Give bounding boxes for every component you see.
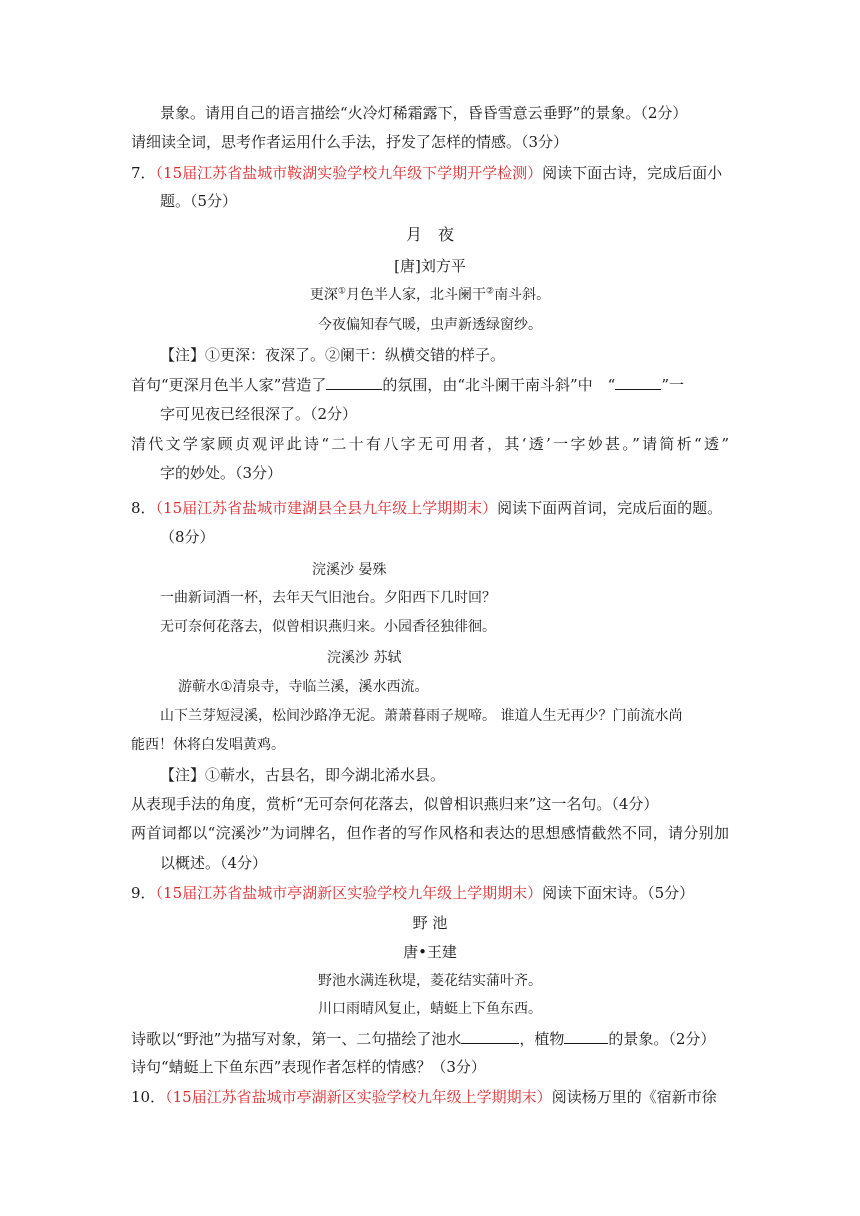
footnote-marker: ② xyxy=(486,286,495,297)
question-source: （15届江苏省盐城市亭湖新区实验学校九年级上学期期末） xyxy=(165,1088,552,1106)
question-source: （15届江苏省盐城市鞍湖实验学校九年级下学期开学检测） xyxy=(155,164,543,182)
poem-line: 山下兰芽短浸溪，松间沙路净无泥。萧萧暮雨子规啼。 谁道人生无再少？门前流水尚 xyxy=(160,708,683,724)
question-prompt: 阅读下面宋诗。（5分） xyxy=(542,884,695,902)
poem-line: 今夜偏知春气暖，虫声新透绿窗纱。 xyxy=(318,317,542,333)
question-7-sub2: 清代文学家顾贞观评此诗“二十有八字无可用者，其‘透’一字妙甚。”请简析“透” xyxy=(131,435,729,453)
answer-blank[interactable] xyxy=(564,1029,608,1044)
answer-blank[interactable] xyxy=(615,375,661,390)
question-source: （15届江苏省盐城市建湖县全县九年级上学期期末） xyxy=(155,499,498,517)
question-8-sub2-cont: 以概述。（4分） xyxy=(160,854,268,872)
question-7-sub2-cont: 字的妙处。（3分） xyxy=(160,464,283,482)
question-source: （15届江苏省盐城市亭湖新区实验学校九年级上学期期末） xyxy=(155,884,543,902)
question-10-header xyxy=(131,1087,717,1107)
question-9-sub2: 诗句“蜻蜓上下鱼东西”表现作者怎样的情感？（3分） xyxy=(131,1058,486,1076)
question-8-header xyxy=(131,498,722,518)
poem-author: [唐]刘方平 xyxy=(394,257,466,275)
question-7-header xyxy=(131,163,722,183)
poem-line: 川口雨晴风复止，蜻蜓上下鱼东西。 xyxy=(318,1001,542,1017)
question-7-sub1-cont: 字可见夜已经很深了。（2分） xyxy=(160,405,358,423)
question-8-sub1: 从表现手法的角度，赏析“无可奈何花落去，似曾相识燕归来”这一名句。（4分） xyxy=(131,795,659,813)
question-number: 7． xyxy=(131,164,156,182)
poem-title: 浣溪沙 晏殊 xyxy=(312,562,387,578)
question-prompt: 阅读下面两首词，完成后面的题。 xyxy=(497,499,723,517)
question-number: 10． xyxy=(131,1088,166,1106)
question-9-header xyxy=(131,883,694,903)
question-8-header-cont: （8分） xyxy=(160,528,215,546)
poem-line: 能西！休将白发唱黄鸡。 xyxy=(131,737,285,753)
question-prompt: 阅读下面古诗，完成后面小 xyxy=(542,164,723,182)
poem-note: 【注】①蕲水，古县名，即今湖北浠水县。 xyxy=(160,766,446,784)
poem-line: 一曲新词酒一杯，去年天气旧池台。夕阳西下几时回？ xyxy=(160,590,496,606)
question-9-sub1: 诗歌以“野池”为描写对象，第一、二句描绘了池水 ，植物 的景象。（2分） xyxy=(131,1030,716,1048)
footnote-marker: ① xyxy=(337,286,346,297)
poem-author: 唐•王建 xyxy=(403,943,457,961)
poem-preface: 游蕲水①清泉寺，寺临兰溪，溪水西流。 xyxy=(178,679,429,695)
question-7-sub1: 首句“更深月色半人家”营造了 的氛围，由“北斗阑干南斗斜”中 “ ”一 xyxy=(131,376,685,394)
poem-title: 野 池 xyxy=(412,914,448,932)
answer-blank[interactable] xyxy=(461,1029,519,1044)
question-number: 8． xyxy=(131,499,156,517)
poem-note: 【注】①更深：夜深了。②阑干：纵横交错的样子。 xyxy=(160,346,506,364)
poem-line: 无可奈何花落去，似曾相识燕归来。小园香径独徘徊。 xyxy=(160,619,496,635)
question-6-sub2: 请细读全词，思考作者运用什么手法，抒发了怎样的情感。（3分） xyxy=(131,133,569,151)
poem-line: 野池水满连秋堤，菱花结实蒲叶齐。 xyxy=(318,973,542,989)
question-7-header-cont: 题。（5分） xyxy=(160,192,238,210)
question-8-sub2: 两首词都以“浣溪沙”为词牌名，但作者的写作风格和表达的思想感情截然不同，请分别加 xyxy=(131,824,729,842)
question-number: 9． xyxy=(131,884,156,902)
text-line: 景象。请用自己的语言描绘“火冷灯稀霜露下，昏昏雪意云垂野”的景象。（2分） xyxy=(160,104,688,122)
poem-title: 月 夜 xyxy=(405,225,454,244)
poem-line: 更深①月色半人家，北斗阑干②南斗斜。 xyxy=(309,286,551,303)
answer-blank[interactable] xyxy=(326,375,382,390)
poem-title: 浣溪沙 苏轼 xyxy=(327,650,402,666)
question-prompt: 阅读杨万里的《宿新市徐 xyxy=(551,1088,717,1106)
